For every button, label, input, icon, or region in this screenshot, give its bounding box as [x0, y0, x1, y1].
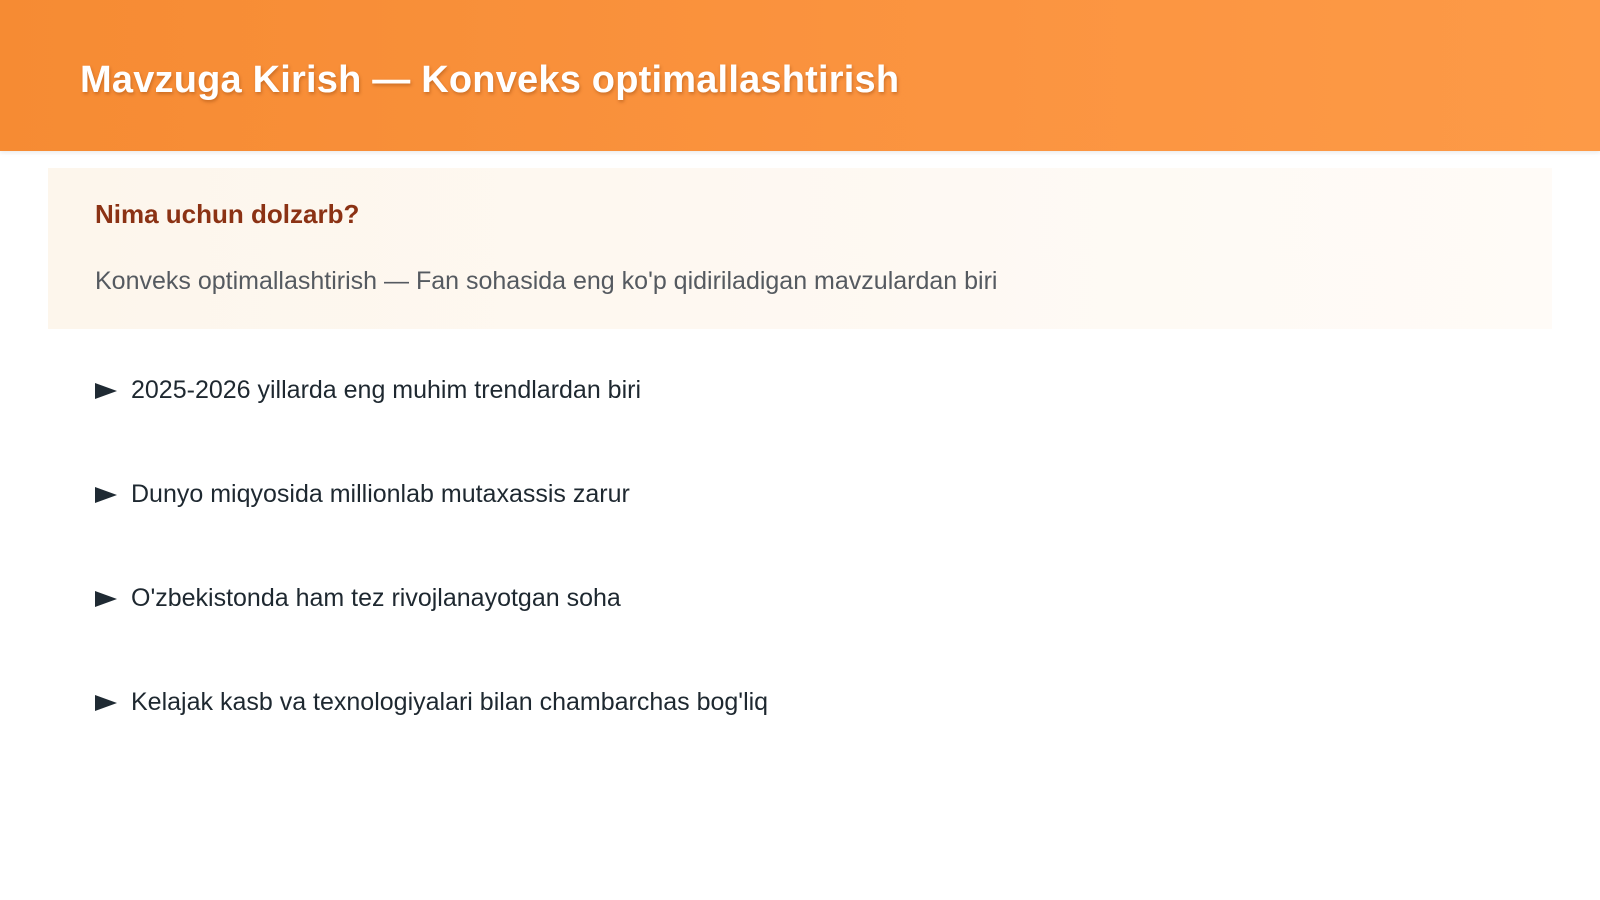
- slide-header: [0, 0, 1600, 151]
- intro-text: Konveks optimallashtirish — Fan sohasida eng ko'p qidiriladigan mavzulardan biri: [95, 267, 998, 295]
- bullet-list: [95, 372, 768, 788]
- intro-callout: [48, 168, 1552, 329]
- list-item: [95, 580, 768, 616]
- bullet-text: 2025-2026 yillarda eng muhim trendlardan biri: [131, 376, 642, 404]
- list-item: [95, 372, 768, 408]
- triangle-right-icon: [95, 487, 117, 503]
- bullet-text: Kelajak kasb va texnologiyalari bilan chambarchas bog'liq: [131, 688, 769, 716]
- triangle-right-icon: [95, 591, 117, 607]
- triangle-right-icon: [95, 383, 117, 399]
- list-item: [95, 476, 768, 512]
- list-item: [95, 684, 768, 720]
- slide-title: Mavzuga Kirish — Konveks optimallashtirish: [80, 59, 900, 101]
- bullet-text: O'zbekistonda ham tez rivojlanayotgan soha: [131, 584, 621, 612]
- intro-heading: Nima uchun dolzarb?: [95, 199, 360, 229]
- triangle-right-icon: [95, 695, 117, 711]
- bullet-text: Dunyo miqyosida millionlab mutaxassis zarur: [131, 480, 630, 508]
